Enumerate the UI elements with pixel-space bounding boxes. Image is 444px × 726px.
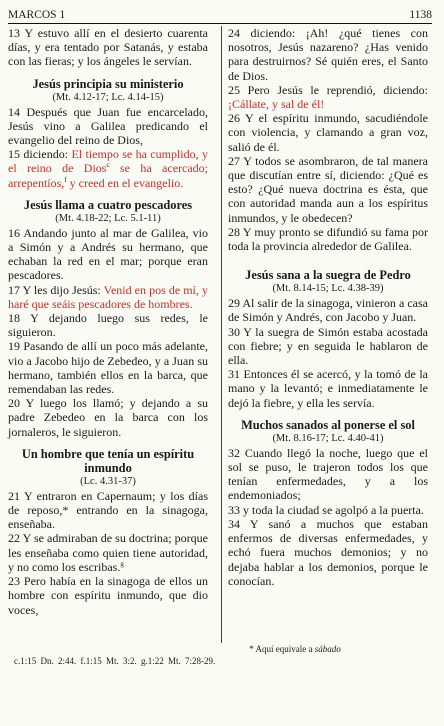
section-heading-many-healed: Muchos sanados al ponerse el sol bbox=[241, 417, 415, 432]
footnote-marker-g: g bbox=[120, 559, 124, 568]
section-parallel-refs: (Mt. 8.14-15; Lc. 4.38-39) bbox=[272, 283, 384, 295]
words-of-jesus: se ha acercado; arrepentíos, bbox=[8, 161, 208, 190]
section-parallel-refs: (Mt. 4.12-17; Lc. 4.14-15) bbox=[52, 91, 164, 103]
right-column bbox=[228, 26, 428, 588]
left-column bbox=[8, 26, 208, 617]
section-heading-mother-in-law: Jesús sana a la suegra de Pedro bbox=[245, 268, 411, 283]
verse-24: 24 diciendo: ¡Ah! ¿qué tienes con nosotros, Jesús nazareno? ¿Has venido para destruirnos? Sé quién eres, el Santo de Dios. bbox=[228, 26, 428, 83]
footnote-text: * Aquí equivale a bbox=[249, 644, 313, 654]
section-heading-ministry: Jesús principia su ministerio bbox=[32, 76, 184, 91]
verse-29: 29 Al salir de la sinagoga, vinieron a casa de Simón y Andrés, con Jacobo y Juan. bbox=[228, 296, 428, 325]
verse-27: 27 Y todos se asombraron, de tal manera que discutían entre sí, diciendo: ¿Qué es esto? ¿Qué nueva doctrina es ésta, que con autoridad manda aun a los espíritus inmundos, y le obedecen? bbox=[228, 153, 428, 225]
book-chapter-title: MARCOS 1 bbox=[8, 9, 66, 21]
verse-23: 23 Pero había en la sinagoga de ellos un hombre con espíritu inmundo, que dio voces, bbox=[8, 574, 208, 617]
verse-30: 30 Y la suegra de Simón estaba acostada con fiebre; y en seguida le hablaron de ella. bbox=[228, 324, 428, 368]
verse-34: 34 Y sanó a muchos que estaban enfermos de diversas enfermedades, y echó fuera muchos demonios; y no dejaba hablar a los demonios, porque le conocían. bbox=[228, 516, 428, 588]
verse-15-intro: 15 diciendo: bbox=[8, 147, 69, 162]
words-of-jesus: y creed en el evangelio. bbox=[69, 175, 184, 190]
verse-25 bbox=[228, 83, 428, 111]
verse-25-intro: 25 Pero Jesús le reprendió, diciendo: bbox=[228, 82, 428, 97]
verse-17-intro: 17 Y les dijo Jesús: bbox=[8, 282, 101, 297]
footnote-sabbath bbox=[170, 644, 420, 655]
footnote-marker-f: f bbox=[64, 175, 67, 184]
footnote-marker-c: c bbox=[106, 161, 110, 170]
section-parallel-refs: (Mt. 8.16-17; Lc. 4.40-41) bbox=[272, 432, 384, 444]
verse-14: 14 Después que Juan fue encarcelado, Jesús vino a Galilea predicando el evangelio del reino de Dios, bbox=[8, 104, 208, 148]
verse-32: 32 Cuando llegó la noche, luego que el sol se puso, le trajeron todos los que tenían enfermedades, y a los endemoniados; bbox=[228, 445, 428, 503]
spacer bbox=[228, 253, 428, 260]
section-parallel-refs: (Lc. 4.31-37) bbox=[80, 475, 136, 487]
verse-31: 31 Entonces él se acercó, y la tomó de la mano y la levantó; e inmediatamente le dejó la fiebre, y ella les servía. bbox=[228, 367, 428, 410]
verse-28: 28 Y muy pronto se difundió su fama por toda la provincia alrededor de Galilea. bbox=[228, 224, 428, 254]
running-header bbox=[8, 6, 432, 22]
words-of-jesus: Venid en pos de mí, y haré que seáis pescadores de hombres. bbox=[8, 282, 208, 311]
footnote-italic: sábado bbox=[314, 644, 341, 654]
verse-15 bbox=[8, 147, 208, 190]
verse-20: 20 Y luego los llamó; y dejando a su padre Zebedeo en la barca con los jornaleros, le siguieron. bbox=[8, 396, 208, 439]
verse-22 bbox=[8, 531, 208, 574]
section-parallel-refs: (Mt. 4.18-22; Lc. 5.1-11) bbox=[55, 212, 161, 224]
section-heading-fishermen: Jesús llama a cuatro pescadores bbox=[23, 197, 193, 212]
verse-33: 33 y toda la ciudad se agolpó a la puerta. bbox=[228, 502, 424, 517]
verse-22-text: 22 Y se admiraban de su doctrina; porque les enseñaba como quien tiene autoridad, y no como los escribas. bbox=[8, 531, 208, 574]
verse-26: 26 Y el espíritu inmundo, sacudiéndole con violencia, y clamando a gran voz, salió de él. bbox=[228, 111, 428, 154]
section-heading-unclean-spirit: Un hombre que tenía un espíritu inmundo bbox=[21, 446, 195, 475]
page-number: 1138 bbox=[409, 9, 432, 21]
verse-13: 13 Y estuvo allí en el desierto cuarenta días, y era tentado por Satanás, y estaba con las fieras; y los ángeles le servían. bbox=[8, 26, 208, 69]
verse-21: 21 Y entraron en Capernaum; y los días de reposo,* entrando en la sinagoga, enseñaba. bbox=[8, 488, 208, 532]
verse-18: 18 Y dejando luego sus redes, le siguieron. bbox=[8, 311, 208, 340]
verse-19: 19 Pasando de allí un poco más adelante, vio a Jacobo hijo de Zebedeo, y a Juan su hermano, también ellos en la barca, que remendaban las redes. bbox=[8, 339, 208, 397]
column-divider bbox=[221, 26, 222, 643]
words-of-jesus: ¡Cállate, y sal de él! bbox=[228, 97, 325, 112]
verse-16: 16 Andando junto al mar de Galilea, vio a Simón y a Andrés su hermano, que echaban la red en el mar; porque eran pescadores. bbox=[8, 225, 208, 283]
verse-17 bbox=[8, 283, 208, 311]
words-of-jesus: El tiempo se ha cumplido, y el reino de Dios bbox=[8, 147, 208, 176]
header-rule bbox=[8, 23, 432, 24]
cross-references: c.1:15 Dn. 2:44. f.1:15 Mt. 3:2. g.1:22 Mt. 7:28-29. bbox=[14, 656, 216, 666]
